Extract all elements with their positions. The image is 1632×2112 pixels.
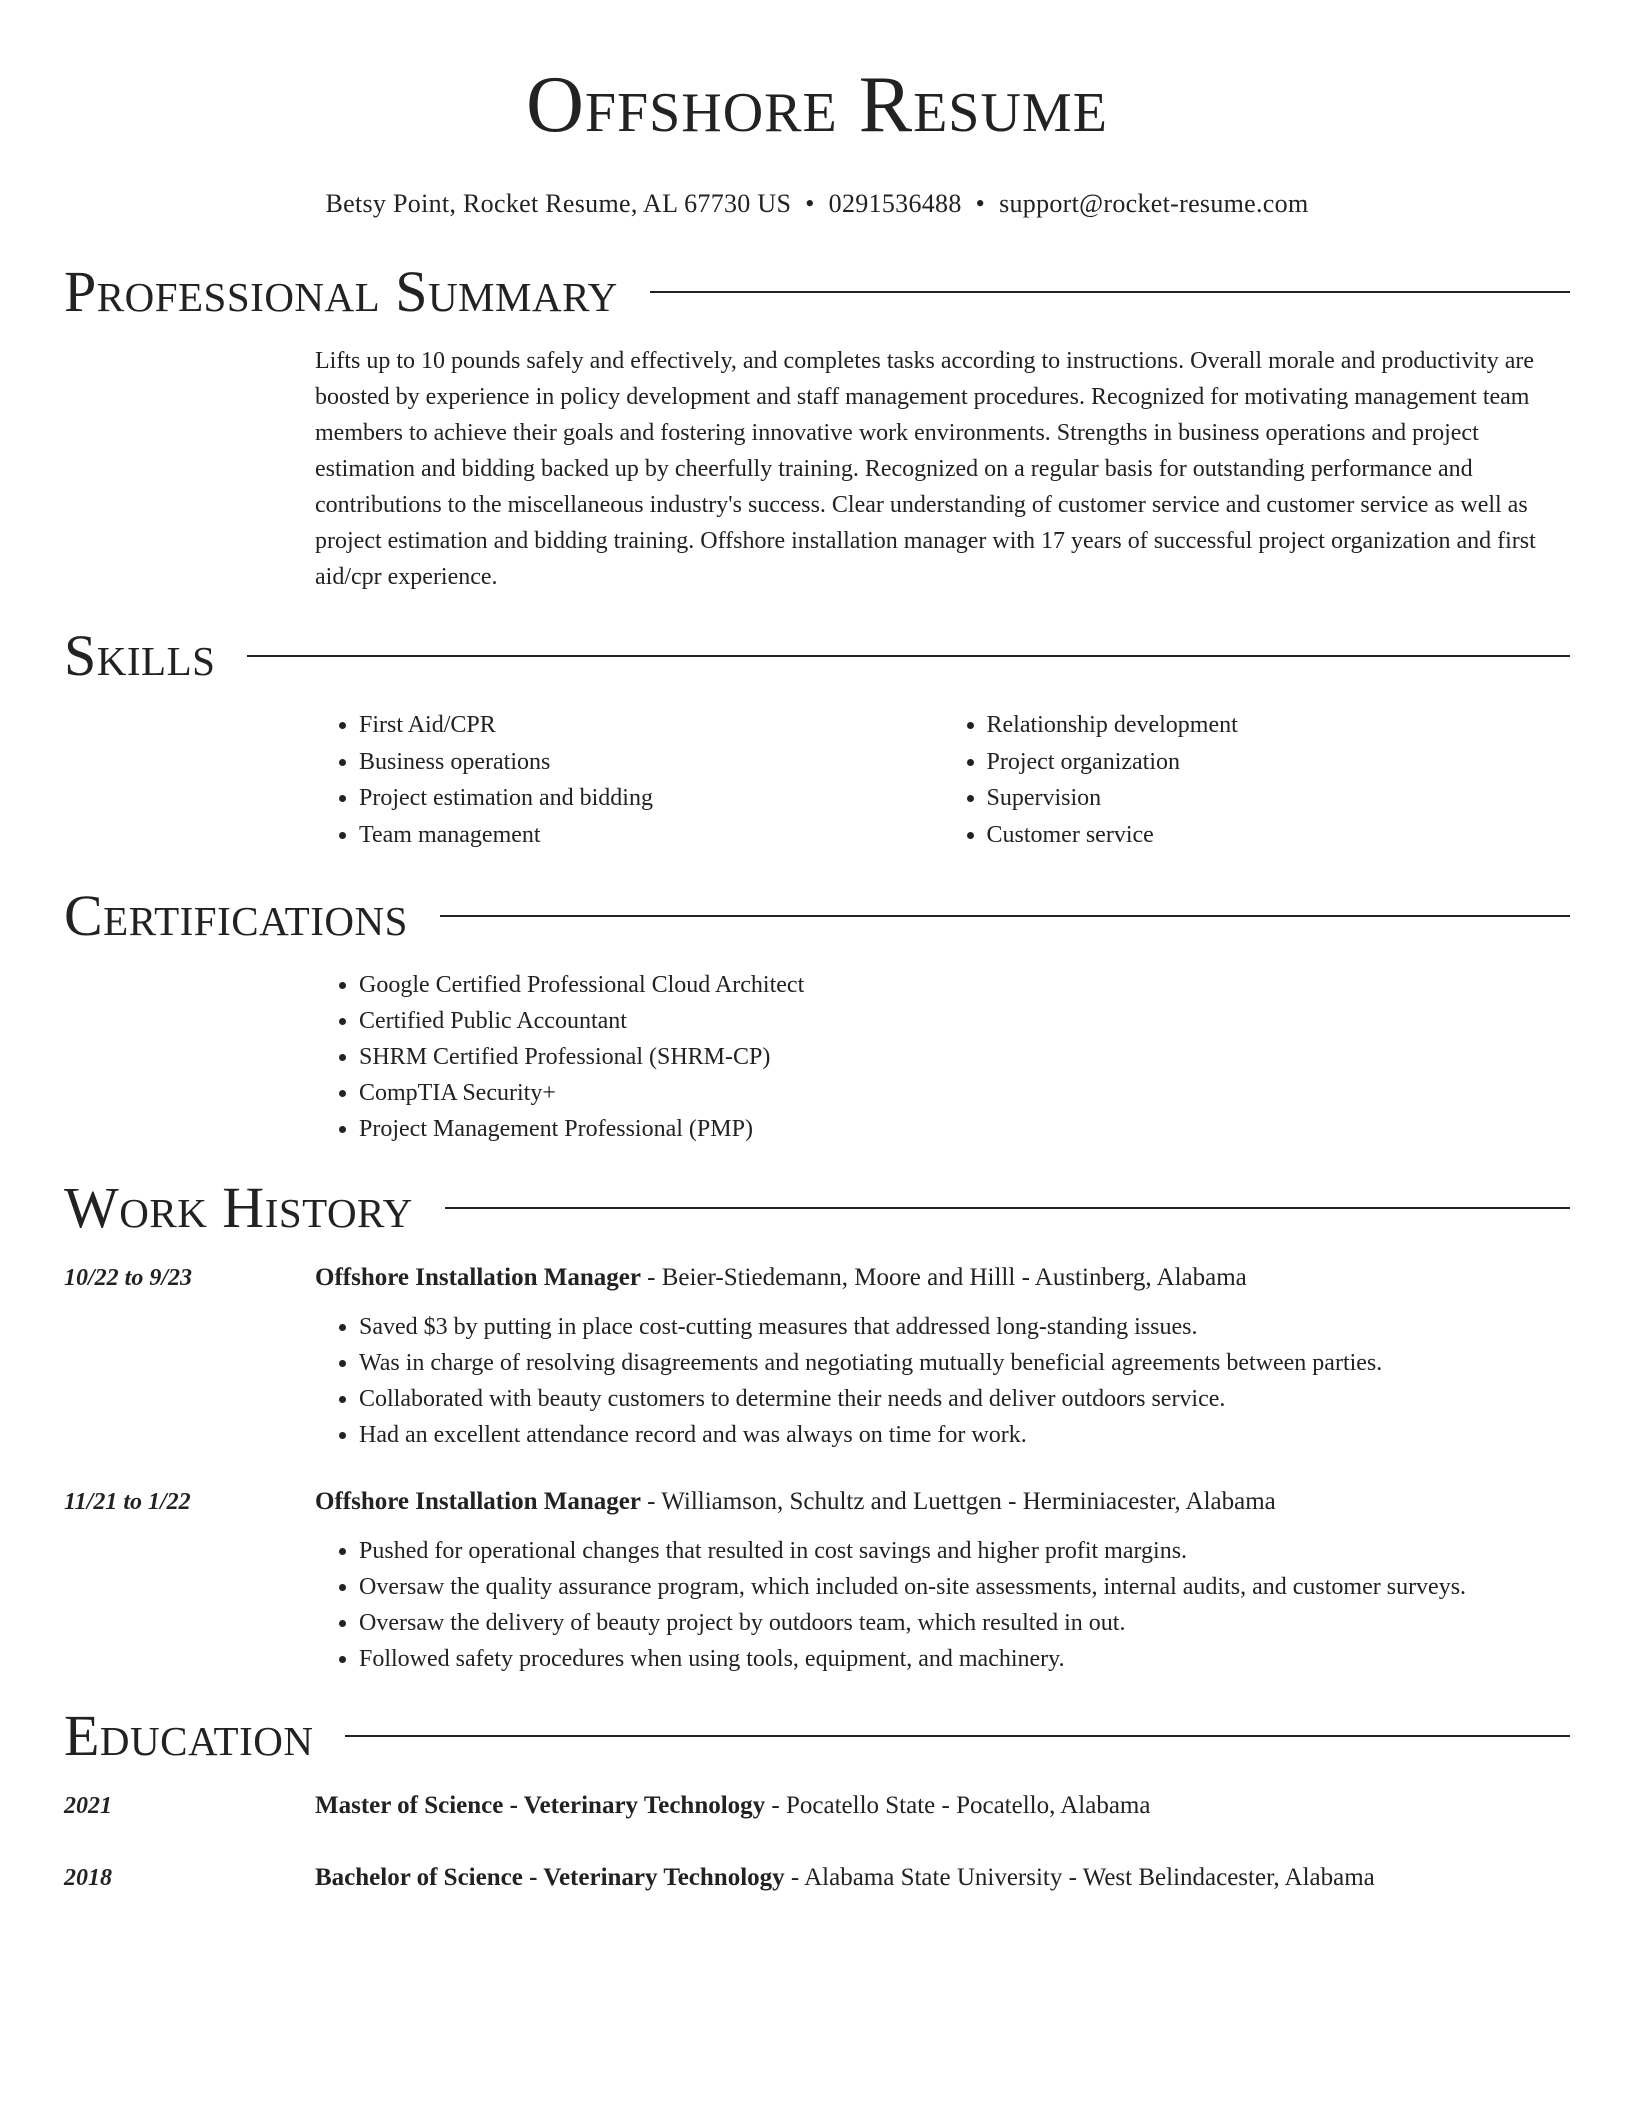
work-heading: Work History — [64, 1175, 413, 1240]
education-details: - Pocatello State - Pocatello, Alabama — [765, 1792, 1151, 1819]
job-details: - Beier-Stiedemann, Moore and Hilll - Austinberg, Alabama — [640, 1264, 1247, 1291]
resume-page — [64, 0, 1570, 1893]
job-body — [315, 1487, 1570, 1677]
job-bullet: • Oversaw the delivery of beauty project by outdoors team, which resulted in out. — [359, 1605, 1570, 1641]
summary-section-header — [64, 259, 1570, 325]
job-bullet: • Saved $3 by putting in place cost-cutting measures that addressed long-standing issues. — [359, 1309, 1570, 1345]
certification-item: • Project Management Professional (PMP) — [359, 1111, 1570, 1147]
education-details: - Alabama State University - West Belindacester, Alabama — [784, 1864, 1375, 1891]
education-year: 2018 — [64, 1865, 112, 1891]
certifications-list — [315, 967, 1570, 1147]
certification-item: • Certified Public Accountant — [359, 1003, 1570, 1039]
job-title: Offshore Installation Manager — [315, 1264, 641, 1291]
section-divider — [650, 291, 1570, 293]
certification-item: • SHRM Certified Professional (SHRM-CP) — [359, 1039, 1570, 1075]
education-entry — [64, 1791, 1570, 1821]
skill-item: • Project estimation and bidding — [359, 780, 943, 817]
contact-phone: 0291536488 — [828, 189, 962, 218]
certifications-heading: Certifications — [64, 883, 408, 948]
education-heading: Education — [64, 1703, 314, 1768]
job-body — [315, 1263, 1570, 1453]
skills-list-left — [315, 707, 943, 853]
job-dates: 10/22 to 9/23 — [64, 1265, 193, 1291]
education-line — [315, 1791, 1150, 1821]
job-bullet: • Was in charge of resolving disagreements and negotiating mutually beneficial agreements between parties. — [359, 1345, 1570, 1381]
work-section-header — [64, 1175, 1570, 1241]
job-entry — [64, 1487, 1570, 1677]
education-entry — [64, 1863, 1570, 1893]
job-details: - Williamson, Schultz and Luettgen - Herminiacester, Alabama — [640, 1488, 1276, 1515]
job-title: Offshore Installation Manager — [315, 1488, 641, 1515]
contact-email: support@rocket-resume.com — [999, 189, 1309, 218]
certifications-section-header — [64, 883, 1570, 949]
skills-columns — [315, 707, 1570, 853]
resume-name: Offshore Resume — [526, 61, 1108, 149]
skills-list-right — [943, 707, 1571, 853]
education-line — [315, 1863, 1375, 1893]
contact-address: Betsy Point, Rocket Resume, AL 67730 US — [325, 189, 792, 218]
education-degree: Master of Science - Veterinary Technology — [315, 1792, 766, 1819]
section-divider — [445, 1207, 1570, 1209]
certification-item: • Google Certified Professional Cloud Architect — [359, 967, 1570, 1003]
job-bullet: • Collaborated with beauty customers to determine their needs and deliver outdoors service. — [359, 1381, 1570, 1417]
section-divider — [440, 915, 1570, 917]
skill-item: • Relationship development — [987, 707, 1571, 744]
certification-item: • CompTIA Security+ — [359, 1075, 1570, 1111]
skills-heading: Skills — [64, 623, 216, 688]
education-year: 2021 — [64, 1793, 112, 1819]
job-bullet: • Followed safety procedures when using tools, equipment, and machinery. — [359, 1641, 1570, 1677]
job-title-line — [315, 1487, 1570, 1517]
job-bullet: • Oversaw the quality assurance program, which included on-site assessments, internal audits, and customer surveys. — [359, 1569, 1570, 1605]
contact-separator: • — [975, 189, 986, 218]
education-degree: Bachelor of Science - Veterinary Technology — [315, 1864, 785, 1891]
skill-item: • Supervision — [987, 780, 1571, 817]
section-divider — [247, 655, 1570, 657]
job-entry — [64, 1263, 1570, 1453]
job-bullets — [315, 1309, 1570, 1453]
job-bullet: • Pushed for operational changes that resulted in cost savings and higher profit margins. — [359, 1533, 1570, 1569]
skill-item: • Team management — [359, 817, 943, 854]
skill-item: • Business operations — [359, 744, 943, 781]
skill-item: • Customer service — [987, 817, 1571, 854]
job-title-line — [315, 1263, 1570, 1293]
job-bullets — [315, 1533, 1570, 1677]
skill-item: • First Aid/CPR — [359, 707, 943, 744]
education-section-header — [64, 1703, 1570, 1769]
skill-item: • Project organization — [987, 744, 1571, 781]
section-divider — [345, 1735, 1570, 1737]
contact-separator: • — [805, 189, 815, 218]
job-bullet: • Had an excellent attendance record and was always on time for work. — [359, 1417, 1570, 1453]
job-dates: 11/21 to 1/22 — [64, 1489, 191, 1515]
contact-line — [64, 189, 1570, 219]
skills-section-header — [64, 623, 1570, 689]
summary-text: Lifts up to 10 pounds safely and effectively, and completes tasks according to instructions. Overall morale and productivity are boosted by experience in policy development and staff management procedures. Recognized for motivating management team members to achieve their goals and fostering innovative work environments. Strengths in business operations and project estimation and bidding backed up by cheerfully training. Recognized on a regular basis for outstanding performance and contributions to the miscellaneous industry's success. Clear understanding of customer service and customer service as well as project estimation and bidding training. Offshore installation manager with 17 years of successful project organization and first aid/cpr experience. — [315, 348, 1536, 590]
summary-heading: Professional Summary — [64, 259, 618, 324]
